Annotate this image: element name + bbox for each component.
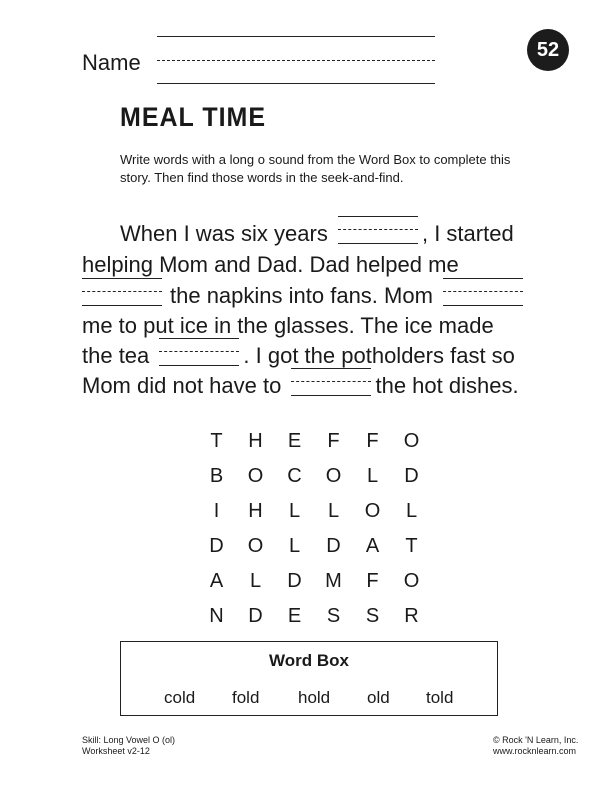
grid-letter[interactable]: C [287, 465, 302, 487]
grid-letter[interactable]: T [210, 430, 223, 452]
seek-and-find-grid [197, 424, 431, 634]
grid-letter[interactable]: R [404, 605, 419, 627]
grid-letter[interactable]: F [366, 430, 379, 452]
grid-letter[interactable]: O [325, 465, 342, 487]
word-box [120, 641, 498, 716]
footer-skill-info [82, 735, 175, 757]
grid-letter[interactable]: L [405, 500, 418, 522]
word-box-word: old [367, 688, 390, 707]
grid-letter[interactable]: O [247, 465, 264, 487]
answer-blank[interactable] [443, 283, 523, 303]
grid-letter[interactable]: A [209, 570, 224, 592]
grid-letter[interactable]: I [213, 500, 220, 522]
grid-letter[interactable]: L [366, 465, 379, 487]
answer-blank[interactable] [291, 373, 371, 393]
grid-letter[interactable]: D [209, 535, 224, 557]
grid-letter[interactable]: S [326, 605, 341, 627]
grid-letter[interactable]: D [326, 535, 341, 557]
grid-letter[interactable]: L [288, 535, 301, 557]
page-number-badge: 52 [527, 29, 569, 71]
grid-letter[interactable]: T [405, 535, 418, 557]
instructions: Write words with a long o sound from the Word Box to complete this story. Then find those words in the seek-and-find. [120, 152, 511, 185]
grid-letter[interactable]: O [247, 535, 264, 557]
skill-label: Skill: Long Vowel O (ol) [82, 735, 176, 745]
story-line-1 [120, 219, 514, 249]
grid-letter[interactable]: O [403, 430, 420, 452]
grid-letter[interactable]: H [248, 500, 263, 522]
story-line-3 [82, 281, 527, 311]
answer-blank[interactable] [159, 343, 239, 363]
grid-letter[interactable]: M [325, 570, 342, 592]
story-text: the napkins into fans. Mom [170, 283, 433, 308]
story-text: . I got the potholders fast so [243, 343, 515, 368]
grid-letter[interactable]: H [248, 430, 263, 452]
story-line-2: helping Mom and Dad. Dad helped me [82, 252, 459, 277]
website-text: www.rocknlearn.com [493, 746, 577, 756]
story-text: Mom did not have to [82, 373, 282, 398]
story-text: , I started [421, 221, 514, 246]
grid-letter[interactable]: N [209, 605, 224, 627]
name-dashed-line [157, 60, 435, 61]
word-box-word: cold [164, 688, 196, 707]
worksheet-label: Worksheet v2-12 [82, 746, 150, 756]
grid-letter[interactable]: F [366, 570, 379, 592]
grid-letter[interactable]: L [288, 500, 301, 522]
grid-letter[interactable]: B [209, 465, 224, 487]
grid-letter[interactable]: E [287, 605, 302, 627]
word-box-word: told [426, 688, 454, 707]
grid-letter[interactable]: D [404, 465, 419, 487]
story-text: When I was six years [120, 221, 328, 246]
grid-letter[interactable]: O [403, 570, 420, 592]
grid-letter[interactable]: L [249, 570, 262, 592]
story-text: the tea [82, 343, 150, 368]
story-line-4: me to put ice in the glasses. The ice made [82, 313, 494, 338]
page-title: MEAL TIME [120, 102, 267, 133]
grid-letter[interactable]: L [327, 500, 340, 522]
name-bottom-line [157, 83, 435, 84]
name-label: Name [82, 50, 141, 75]
story-line-6 [82, 371, 519, 401]
footer-publisher [493, 735, 578, 757]
grid-letter[interactable]: A [365, 535, 380, 557]
answer-blank[interactable] [338, 221, 418, 241]
grid-letter[interactable]: S [365, 605, 380, 627]
grid-letter[interactable]: F [327, 430, 340, 452]
grid-letter[interactable]: O [364, 500, 381, 522]
word-box-word: fold [232, 688, 260, 707]
story-text: the hot dishes. [375, 373, 519, 398]
copyright-text: © Rock 'N Learn, Inc. [493, 735, 579, 745]
word-box-word: hold [298, 688, 331, 707]
answer-blank[interactable] [82, 283, 162, 303]
grid-letter[interactable]: D [287, 570, 302, 592]
grid-letter[interactable]: D [248, 605, 263, 627]
grid-letter[interactable]: E [287, 430, 302, 452]
word-box-title: Word Box [269, 651, 349, 670]
story-line-5 [82, 341, 515, 371]
name-top-line [157, 36, 435, 37]
